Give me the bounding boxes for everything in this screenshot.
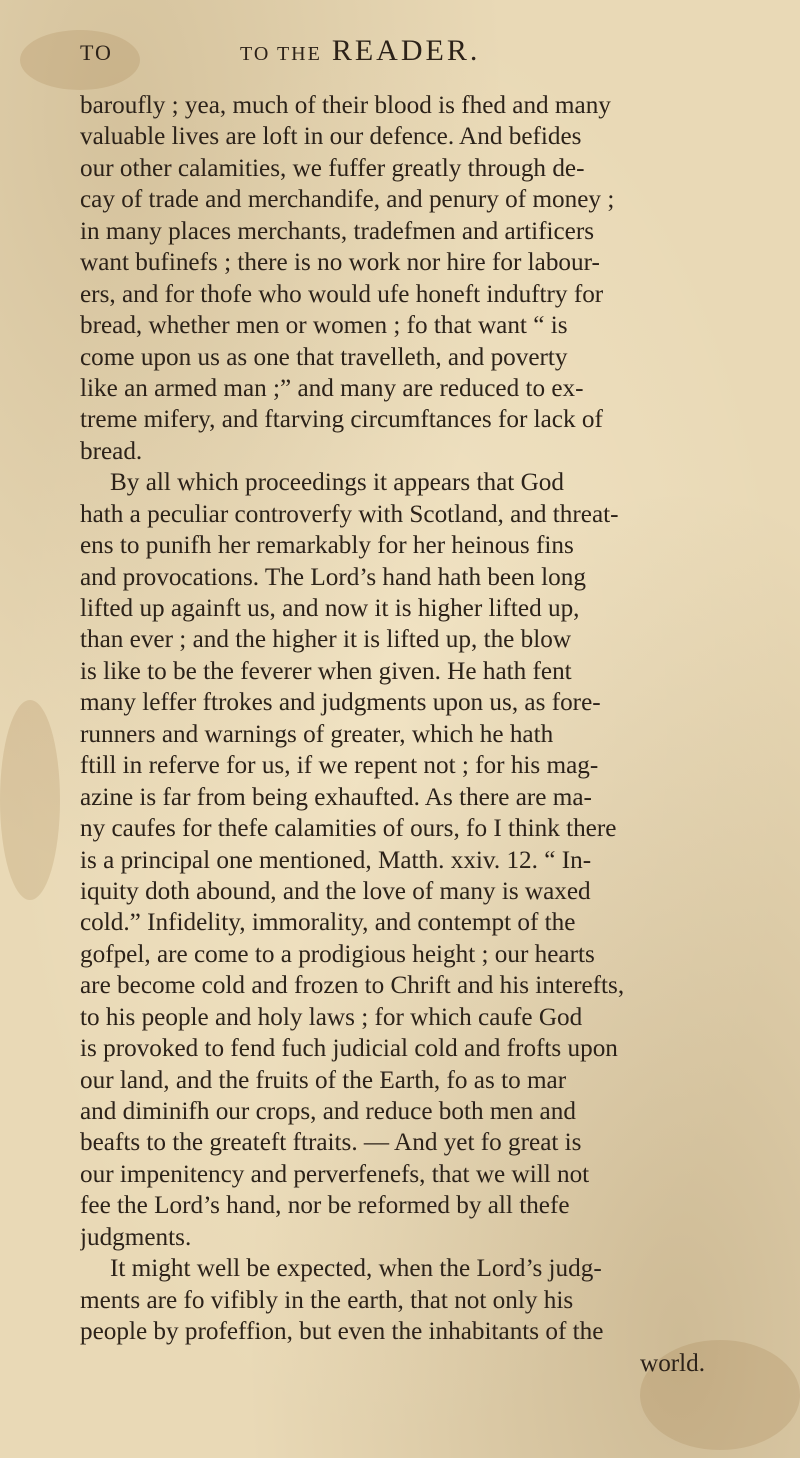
text-line: want bufinefs ; there is no work nor hire for labour- — [80, 249, 600, 277]
text-line: is a principal one mentioned, Matth. xxiv. 12. “ In- — [80, 846, 592, 874]
text-line: runners and warnings of greater, which he hath — [80, 720, 554, 748]
paper-stain — [0, 700, 60, 900]
text-line: to his people and holy laws ; for which caufe God — [80, 1003, 583, 1031]
text-line: iquity doth abound, and the love of many is waxed — [80, 877, 591, 905]
text-line: like an armed man ;” and many are reduced to ex- — [80, 374, 584, 402]
text-line: in many places merchants, tradefmen and artificers — [80, 217, 595, 245]
header-title-prefix: TO THE — [240, 43, 322, 65]
text-line: cold.” Infidelity, immorality, and contempt of the — [80, 909, 576, 937]
text-line: and provocations. The Lord’s hand hath been long — [80, 563, 586, 591]
text-line: are become cold and frozen to Chrift and his interefts, — [80, 972, 625, 1000]
text-line: many leffer ftrokes and judgments upon us, as fore- — [80, 689, 601, 717]
text-line: ments are fo vifibly in the earth, that not only his — [80, 1286, 574, 1314]
paragraph-start-line: It might well be expected, when the Lord’s judg- — [110, 1255, 602, 1283]
text-line: beafts to the greateft ftraits. — And yet fo great is — [80, 1129, 582, 1157]
text-line: bread, whether men or women ; fo that want “ is — [80, 312, 568, 340]
text-line: is provoked to fend fuch judicial cold and frofts upon — [80, 1035, 618, 1063]
text-line: our other calamities, we fuffer greatly through de- — [80, 154, 585, 182]
text-line: and diminifh our crops, and reduce both men and — [80, 1098, 576, 1125]
text-line: hath a peculiar controverfy with Scotland, and threat- — [80, 500, 619, 528]
text-line: baroufly ; yea, much of their blood is fhed and many — [80, 92, 611, 119]
text-line: bread. — [80, 437, 143, 465]
text-line: is like to be the feverer when given. He hath fent — [80, 657, 572, 685]
text-line: valuable lives are loft in our defence. And befides — [80, 123, 582, 151]
text-line: ny caufes for thefe calamities of ours, fo I think there — [80, 815, 617, 843]
header-catchword: TO — [80, 40, 113, 65]
text-line: ens to punifh her remarkably for her heinous fins — [80, 532, 574, 560]
text-line: our land, and the fruits of the Earth, fo as to mar — [80, 1066, 567, 1094]
text-line: people by profeffion, but even the inhabitants of the — [80, 1318, 604, 1346]
text-line: world. — [640, 1349, 706, 1377]
text-line: our impenitency and perverfenefs, that we will not — [80, 1160, 590, 1188]
text-line: fee the Lord’s hand, nor be reformed by all thefe — [80, 1192, 570, 1220]
body-text — [80, 90, 770, 1379]
text-line: gofpel, are come to a prodigious height ; our hearts — [80, 940, 595, 968]
text-line: lifted up againft us, and now it is higher lifted up, — [80, 595, 580, 622]
text-line: judgments. — [80, 1223, 192, 1251]
text-line: azine is far from being exhaufted. As there are ma- — [80, 783, 592, 811]
header-title-main: READER. — [331, 34, 481, 67]
text-line: ers, and for thofe who would ufe honeft induftry for — [80, 280, 604, 308]
paragraph-start-line: By all which proceedings it appears that God — [110, 469, 564, 497]
text-line: treme mifery, and ftarving circumftances for lack of — [80, 406, 603, 434]
text-line: than ever ; and the higher it is lifted up, the blow — [80, 626, 572, 654]
text-line: cay of trade and merchandife, and penury of money ; — [80, 186, 615, 214]
text-line: ftill in referve for us, if we repent not ; for his mag- — [80, 752, 599, 780]
running-header — [40, 34, 760, 74]
header-title — [240, 34, 480, 68]
text-line: come upon us as one that travelleth, and poverty — [80, 343, 568, 371]
